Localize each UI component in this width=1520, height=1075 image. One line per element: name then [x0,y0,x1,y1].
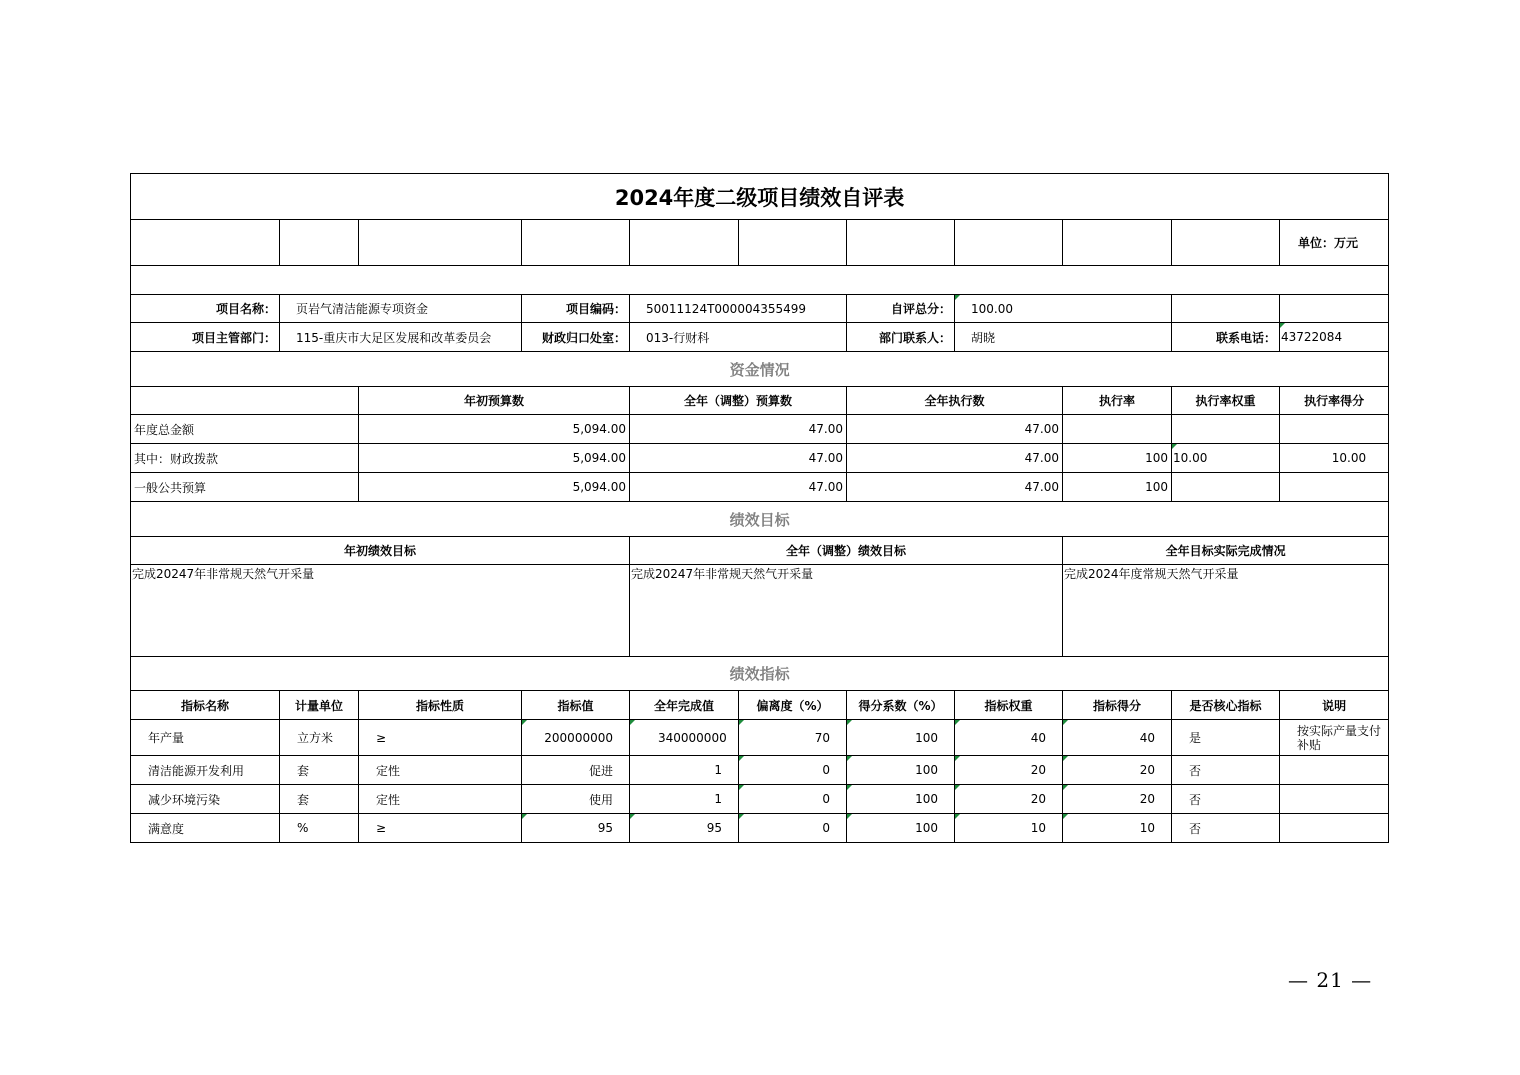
funds-adjusted: 47.00 [630,444,847,473]
funds-section-title: 资金情况 [131,352,1389,387]
contact-value: 胡晓 [955,323,1172,352]
indicator-target: 促进 [522,756,630,785]
funds-score: 10.00 [1280,444,1389,473]
blank-cell [359,220,522,266]
funds-header: 全年执行数 [847,387,1063,415]
funds-budget: 5,094.00 [359,444,630,473]
indicator-header: 得分系数（%） [847,691,955,720]
funds-executed: 47.00 [847,415,1063,444]
funds-weight [1172,473,1280,502]
project-name-value: 页岩气清洁能源专项资金 [280,295,522,323]
blank-cell [1280,295,1389,323]
goals-section-title: 绩效目标 [131,502,1389,537]
indicator-header: 指标名称 [131,691,280,720]
indicator-nature: 定性 [359,785,522,814]
funds-row-label: 一般公共预算 [131,473,359,502]
goals-header: 年初绩效目标 [131,537,630,565]
indicator-core: 否 [1172,756,1280,785]
funds-score [1280,415,1389,444]
blank-cell [522,220,630,266]
funds-rate [1063,415,1172,444]
indicator-header: 计量单位 [280,691,359,720]
indicator-score: 20 [1063,756,1172,785]
funds-row-label: 其中：财政拨款 [131,444,359,473]
indicator-score: 10 [1063,814,1172,843]
goal-initial: 完成20247年非常规天然气开采量 [131,565,630,657]
indicator-row [131,756,1389,785]
blank-cell [131,387,359,415]
score-label: 自评总分： [847,295,955,323]
indicator-note [1280,785,1389,814]
indicator-weight: 10 [955,814,1063,843]
phone-label: 联系电话： [1172,323,1280,352]
indicator-target: 95 [522,814,630,843]
indicator-actual: 1 [630,756,739,785]
indicator-deviation: 70 [739,720,847,756]
indicator-core: 否 [1172,814,1280,843]
indicator-deviation: 0 [739,756,847,785]
indicator-target: 使用 [522,785,630,814]
project-code-value: 50011124T000004355499 [630,295,847,323]
indicator-coef: 100 [847,785,955,814]
blank-cell [1063,220,1172,266]
funds-weight [1172,415,1280,444]
funds-weight: 10.00 [1172,444,1280,473]
indicator-coef: 100 [847,756,955,785]
indicator-row [131,720,1389,756]
blank-cell [630,220,739,266]
indicator-nature: ≥ [359,720,522,756]
indicator-header: 指标性质 [359,691,522,720]
phone-value: 43722084 [1280,323,1389,352]
blank-cell [847,220,955,266]
indicator-deviation: 0 [739,814,847,843]
indicator-coef: 100 [847,720,955,756]
indicator-coef: 100 [847,814,955,843]
funds-header: 年初预算数 [359,387,630,415]
indicator-row [131,814,1389,843]
indicator-header: 指标值 [522,691,630,720]
funds-row-label: 年度总金额 [131,415,359,444]
indicator-unit: 套 [280,756,359,785]
goals-header: 全年（调整）绩效目标 [630,537,1063,565]
unit-label: 单位：万元 [1280,220,1389,266]
blank-cell [131,220,280,266]
indicator-header: 指标权重 [955,691,1063,720]
indicator-header: 全年完成值 [630,691,739,720]
funds-budget: 5,094.00 [359,415,630,444]
funds-row [131,415,1389,444]
indicator-row [131,785,1389,814]
indicator-actual: 95 [630,814,739,843]
indicator-name: 年产量 [131,720,280,756]
indicator-core: 是 [1172,720,1280,756]
goal-actual: 完成2024年度常规天然气开采量 [1063,565,1389,657]
indicator-header: 偏离度（%） [739,691,847,720]
self-evaluation-table [130,173,1389,843]
funds-executed: 47.00 [847,444,1063,473]
funds-executed: 47.00 [847,473,1063,502]
indicator-header: 说明 [1280,691,1389,720]
indicator-nature: ≥ [359,814,522,843]
indicator-note: 按实际产量支付补贴 [1280,720,1389,756]
funds-row [131,473,1389,502]
indicator-weight: 40 [955,720,1063,756]
project-name-label: 项目名称： [131,295,280,323]
indicator-header: 是否核心指标 [1172,691,1280,720]
indicator-actual: 1 [630,785,739,814]
indicator-target: 200000000 [522,720,630,756]
goal-adjusted: 完成20247年非常规天然气开采量 [630,565,1063,657]
funds-adjusted: 47.00 [630,415,847,444]
blank-cell [955,220,1063,266]
funds-row [131,444,1389,473]
indicator-weight: 20 [955,785,1063,814]
table-title: 2024年度二级项目绩效自评表 [131,174,1389,220]
indicator-name: 清洁能源开发利用 [131,756,280,785]
project-code-label: 项目编码： [522,295,630,323]
finance-value: 013-行财科 [630,323,847,352]
funds-score [1280,473,1389,502]
funds-budget: 5,094.00 [359,473,630,502]
funds-header: 执行率权重 [1172,387,1280,415]
page-number: — 21 — [1288,968,1373,992]
indicator-name: 满意度 [131,814,280,843]
blank-cell [1172,295,1280,323]
indicator-score: 40 [1063,720,1172,756]
funds-header: 全年（调整）预算数 [630,387,847,415]
indicator-weight: 20 [955,756,1063,785]
indicator-note [1280,814,1389,843]
score-value: 100.00 [955,295,1172,323]
funds-header: 执行率得分 [1280,387,1389,415]
indicator-header: 指标得分 [1063,691,1172,720]
indicator-name: 减少环境污染 [131,785,280,814]
blank-cell [739,220,847,266]
funds-adjusted: 47.00 [630,473,847,502]
indicators-section-title: 绩效指标 [131,657,1389,691]
funds-rate: 100 [1063,444,1172,473]
indicator-unit: 套 [280,785,359,814]
indicator-unit: 立方米 [280,720,359,756]
goals-header: 全年目标实际完成情况 [1063,537,1389,565]
indicator-core: 否 [1172,785,1280,814]
dept-value: 115-重庆市大足区发展和改革委员会 [280,323,522,352]
dept-label: 项目主管部门： [131,323,280,352]
indicator-unit: % [280,814,359,843]
funds-header: 执行率 [1063,387,1172,415]
indicator-note [1280,756,1389,785]
contact-label: 部门联系人： [847,323,955,352]
finance-label: 财政归口处室： [522,323,630,352]
indicator-actual: 340000000 [630,720,739,756]
blank-cell [1172,220,1280,266]
blank-cell [280,220,359,266]
indicator-deviation: 0 [739,785,847,814]
indicator-nature: 定性 [359,756,522,785]
funds-rate: 100 [1063,473,1172,502]
spacer-row [131,266,1389,295]
indicator-score: 20 [1063,785,1172,814]
